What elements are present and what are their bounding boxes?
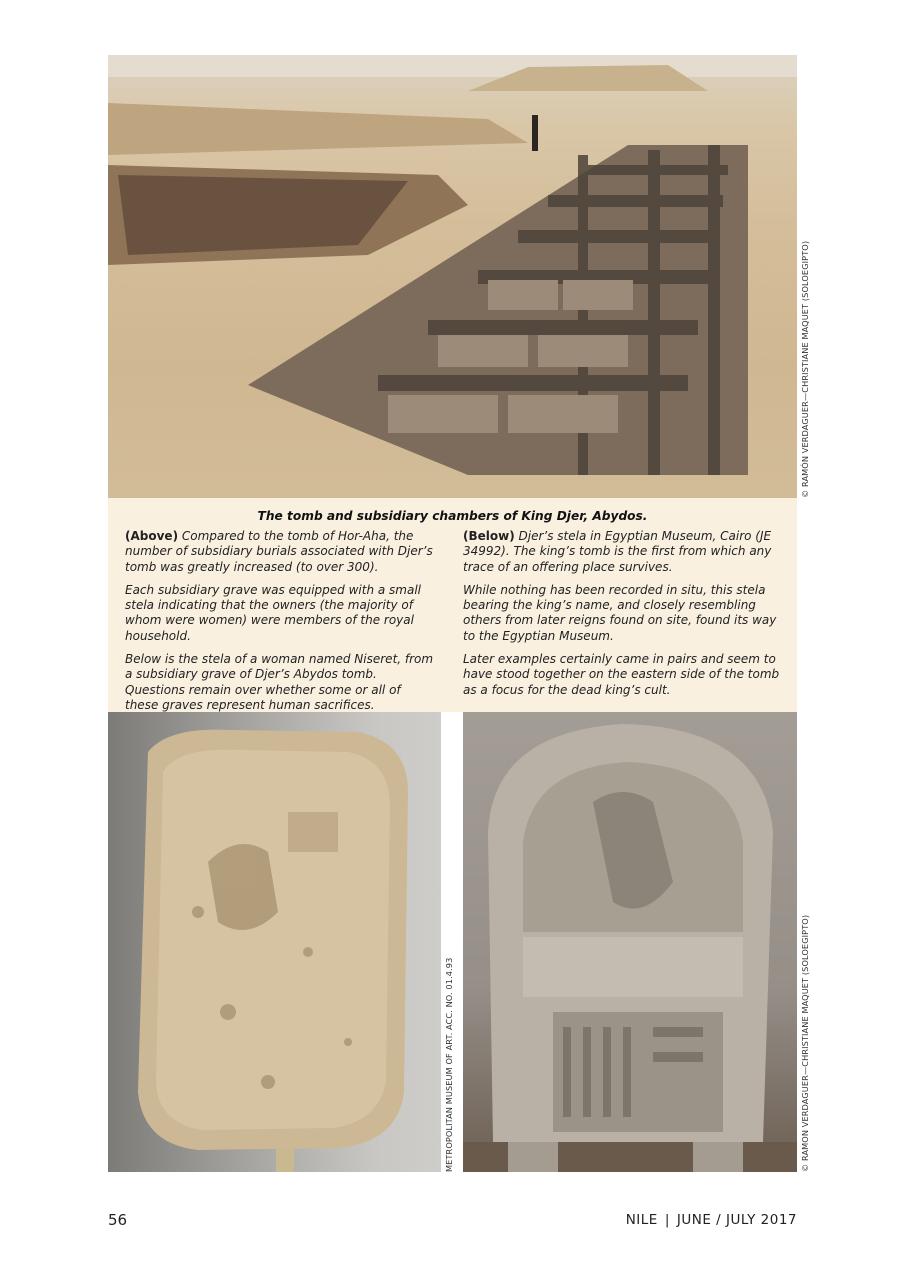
djer-stela-photo [463, 712, 797, 1172]
caption-paragraph: Later examples certainly came in pairs and seem to have stood together on the eastern side of the tomb as a focus for the dead king’s cult. [463, 652, 780, 697]
caption-paragraph: (Below) Djer’s stela in Egyptian Museum, Cairo (JE 34992). The king’s tomb is the first from which any trace of an offering place survives. [463, 529, 772, 574]
page-number: 56 [108, 1211, 128, 1229]
caption-paragraph: Below is the stela of a woman named Niseret, from a subsidiary grave of Djer’s Abydos tomb. Questions remain over whether some or all of these graves represent human sacrifices. [125, 652, 434, 712]
photo-credit-met: METROPOLITAN MUSEUM OF ART. ACC. NO. 01.4.93 [444, 957, 454, 1172]
caption-right-column [463, 529, 785, 706]
tomb-photo-illustration [108, 55, 797, 498]
niseret-stela-illustration [108, 712, 441, 1172]
caption-lead-above: (Above) [125, 529, 179, 543]
caption-paragraph: (Above) Compared to the tomb of Hor-Aha, the number of subsidiary burials associated with Djer’s tomb was greatly increased (to over 300). [125, 529, 433, 574]
magazine-name: NILE [625, 1212, 658, 1228]
caption-title: The tomb and subsidiary chambers of King Djer, Abydos. [257, 509, 648, 523]
caption-paragraph: Each subsidiary grave was equipped with a small stela indicating that the owners (the majority of whom were women) were members of the royal household. [125, 582, 421, 643]
photo-credit-top: © RAMÓN VERDAGUER—CHRISTIANE MAQUET (SOLOEGIPTO) [800, 240, 810, 498]
caption-left-column [125, 529, 437, 721]
caption-paragraph: While nothing has been recorded in situ, this stela bearing the king’s name, and closely resembling others from later reigns found on site, found its way to the Egyptian Museum. [463, 582, 777, 643]
caption-lead-below: (Below) [463, 529, 515, 543]
djer-stela-illustration [463, 712, 797, 1172]
tomb-photo [108, 55, 797, 498]
photo-credit-bottom: © RAMON VERDAGUER—CHRISTIANE MAQUET (SOLOEGIPTO) [800, 914, 810, 1172]
issue-date: JUNE / JULY 2017 [676, 1212, 797, 1228]
caption-panel [108, 498, 797, 712]
niseret-stela-photo [108, 712, 441, 1172]
running-footer: NILE | JUNE / JULY 2017 [625, 1212, 797, 1228]
